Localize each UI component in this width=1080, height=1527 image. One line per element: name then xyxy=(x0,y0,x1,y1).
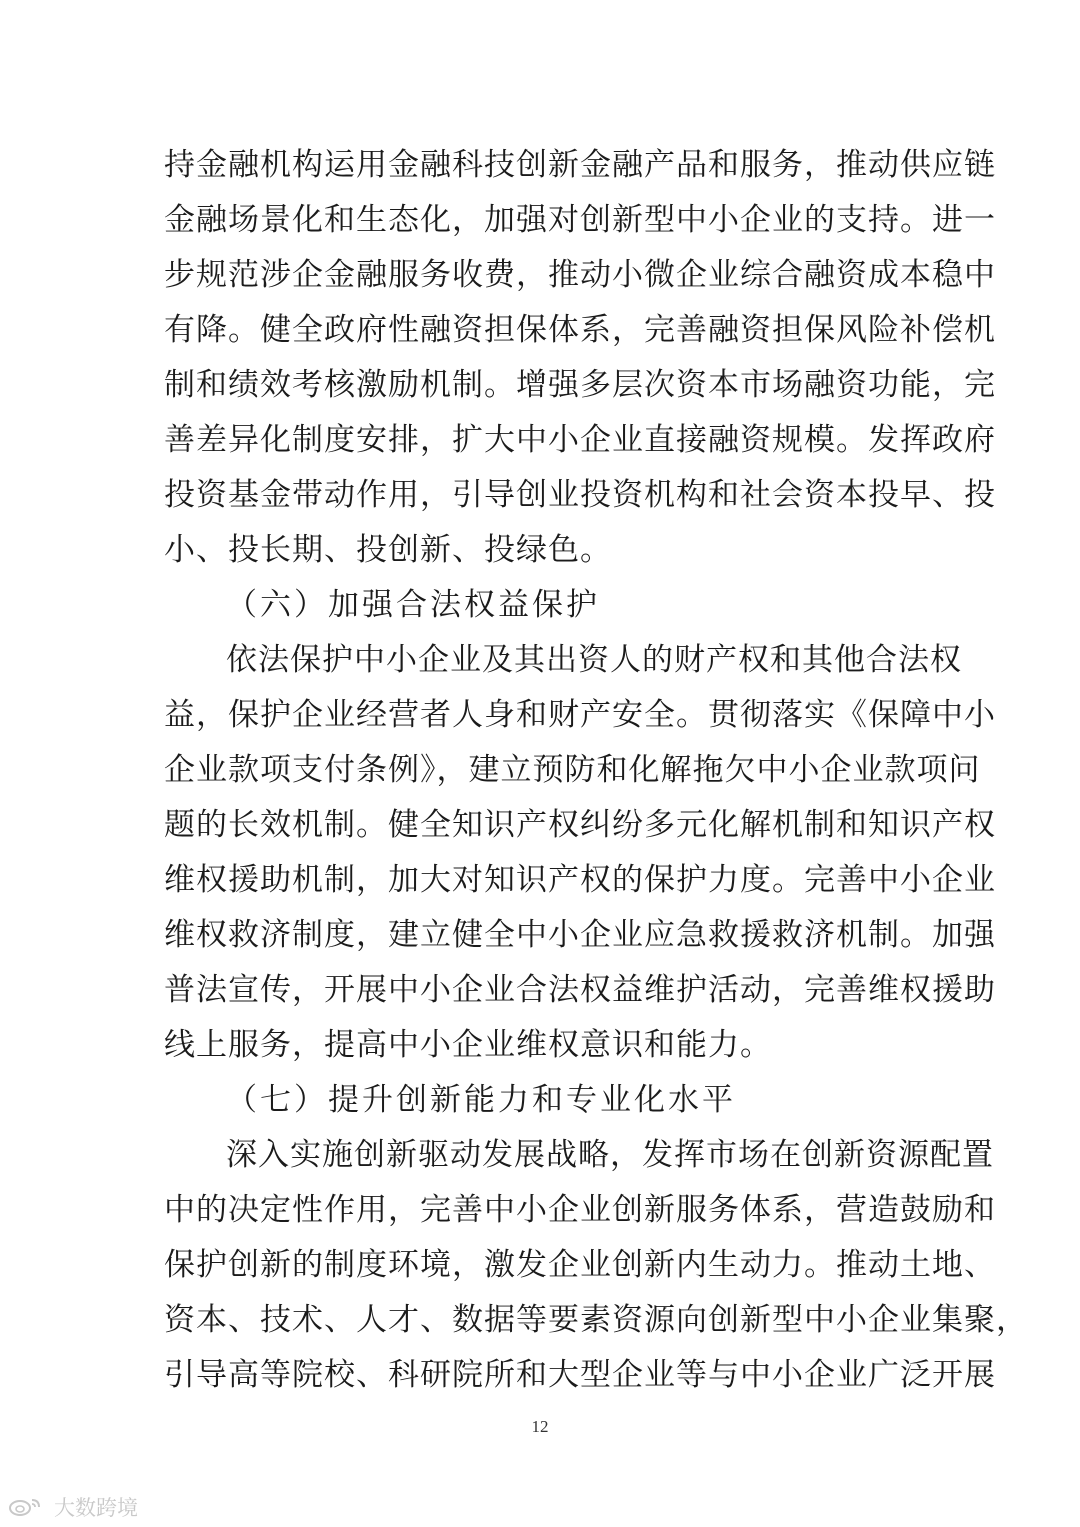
paragraph-line: 善差异化制度安排，扩大中小企业直接融资规模。发挥政府 xyxy=(164,422,996,458)
paragraph-line: 引导高等院校、科研院所和大型企业等与中小企业广泛开展 xyxy=(164,1357,996,1393)
paragraph-line: 资本、技术、人才、数据等要素资源向创新型中小企业集聚， xyxy=(164,1302,1028,1338)
paragraph-line: 题的长效机制。健全知识产权纠纷多元化解机制和知识产权 xyxy=(164,807,996,843)
paragraph-line: 企业款项支付条例》，建立预防和化解拖欠中小企业款项问 xyxy=(164,752,981,788)
paragraph-line: 制和绩效考核激励机制。增强多层次资本市场融资功能，完 xyxy=(164,367,996,403)
paragraph-line: 持金融机构运用金融科技创新金融产品和服务，推动供应链 xyxy=(164,147,996,183)
paragraph-line: 步规范涉企金融服务收费，推动小微企业综合融资成本稳中 xyxy=(164,257,996,293)
section-heading: （六）加强合法权益保护 xyxy=(226,587,600,623)
paragraph-line: 保护创新的制度环境，激发企业创新内生动力。推动土地、 xyxy=(164,1247,996,1283)
paragraph-line: 益，保护企业经营者人身和财产安全。贯彻落实《保障中小 xyxy=(164,697,996,733)
paragraph-line: 金融场景化和生态化，加强对创新型中小企业的支持。进一 xyxy=(164,202,996,238)
section-heading: （七）提升创新能力和专业化水平 xyxy=(226,1082,736,1118)
paragraph-line: 有降。健全政府性融资担保体系，完善融资担保风险补偿机 xyxy=(164,312,996,348)
watermark-text: 大数跨境 xyxy=(54,1496,138,1520)
paragraph-line: 中的决定性作用，完善中小企业创新服务体系，营造鼓励和 xyxy=(164,1192,996,1228)
page-number: 12 xyxy=(531,1417,549,1436)
paragraph-line: 普法宣传，开展中小企业合法权益维护活动，完善维权援助 xyxy=(164,972,996,1008)
paragraph-line: 投资基金带动作用，引导创业投资机构和社会资本投早、投 xyxy=(164,477,996,513)
paragraph-line: 深入实施创新驱动发展战略，发挥市场在创新资源配置 xyxy=(226,1137,994,1173)
paragraph-line: 依法保护中小企业及其出资人的财产权和其他合法权 xyxy=(226,642,962,678)
watermark xyxy=(8,1493,138,1521)
paragraph-line: 维权救济制度，建立健全中小企业应急救援救济机制。加强 xyxy=(164,917,996,953)
paragraph-line: 线上服务，提高中小企业维权意识和能力。 xyxy=(164,1027,772,1063)
paragraph-line: 小、投长期、投创新、投绿色。 xyxy=(164,532,612,568)
weibo-logo-icon xyxy=(8,1496,48,1518)
paragraph-line: 维权援助机制，加大对知识产权的保护力度。完善中小企业 xyxy=(164,862,996,898)
